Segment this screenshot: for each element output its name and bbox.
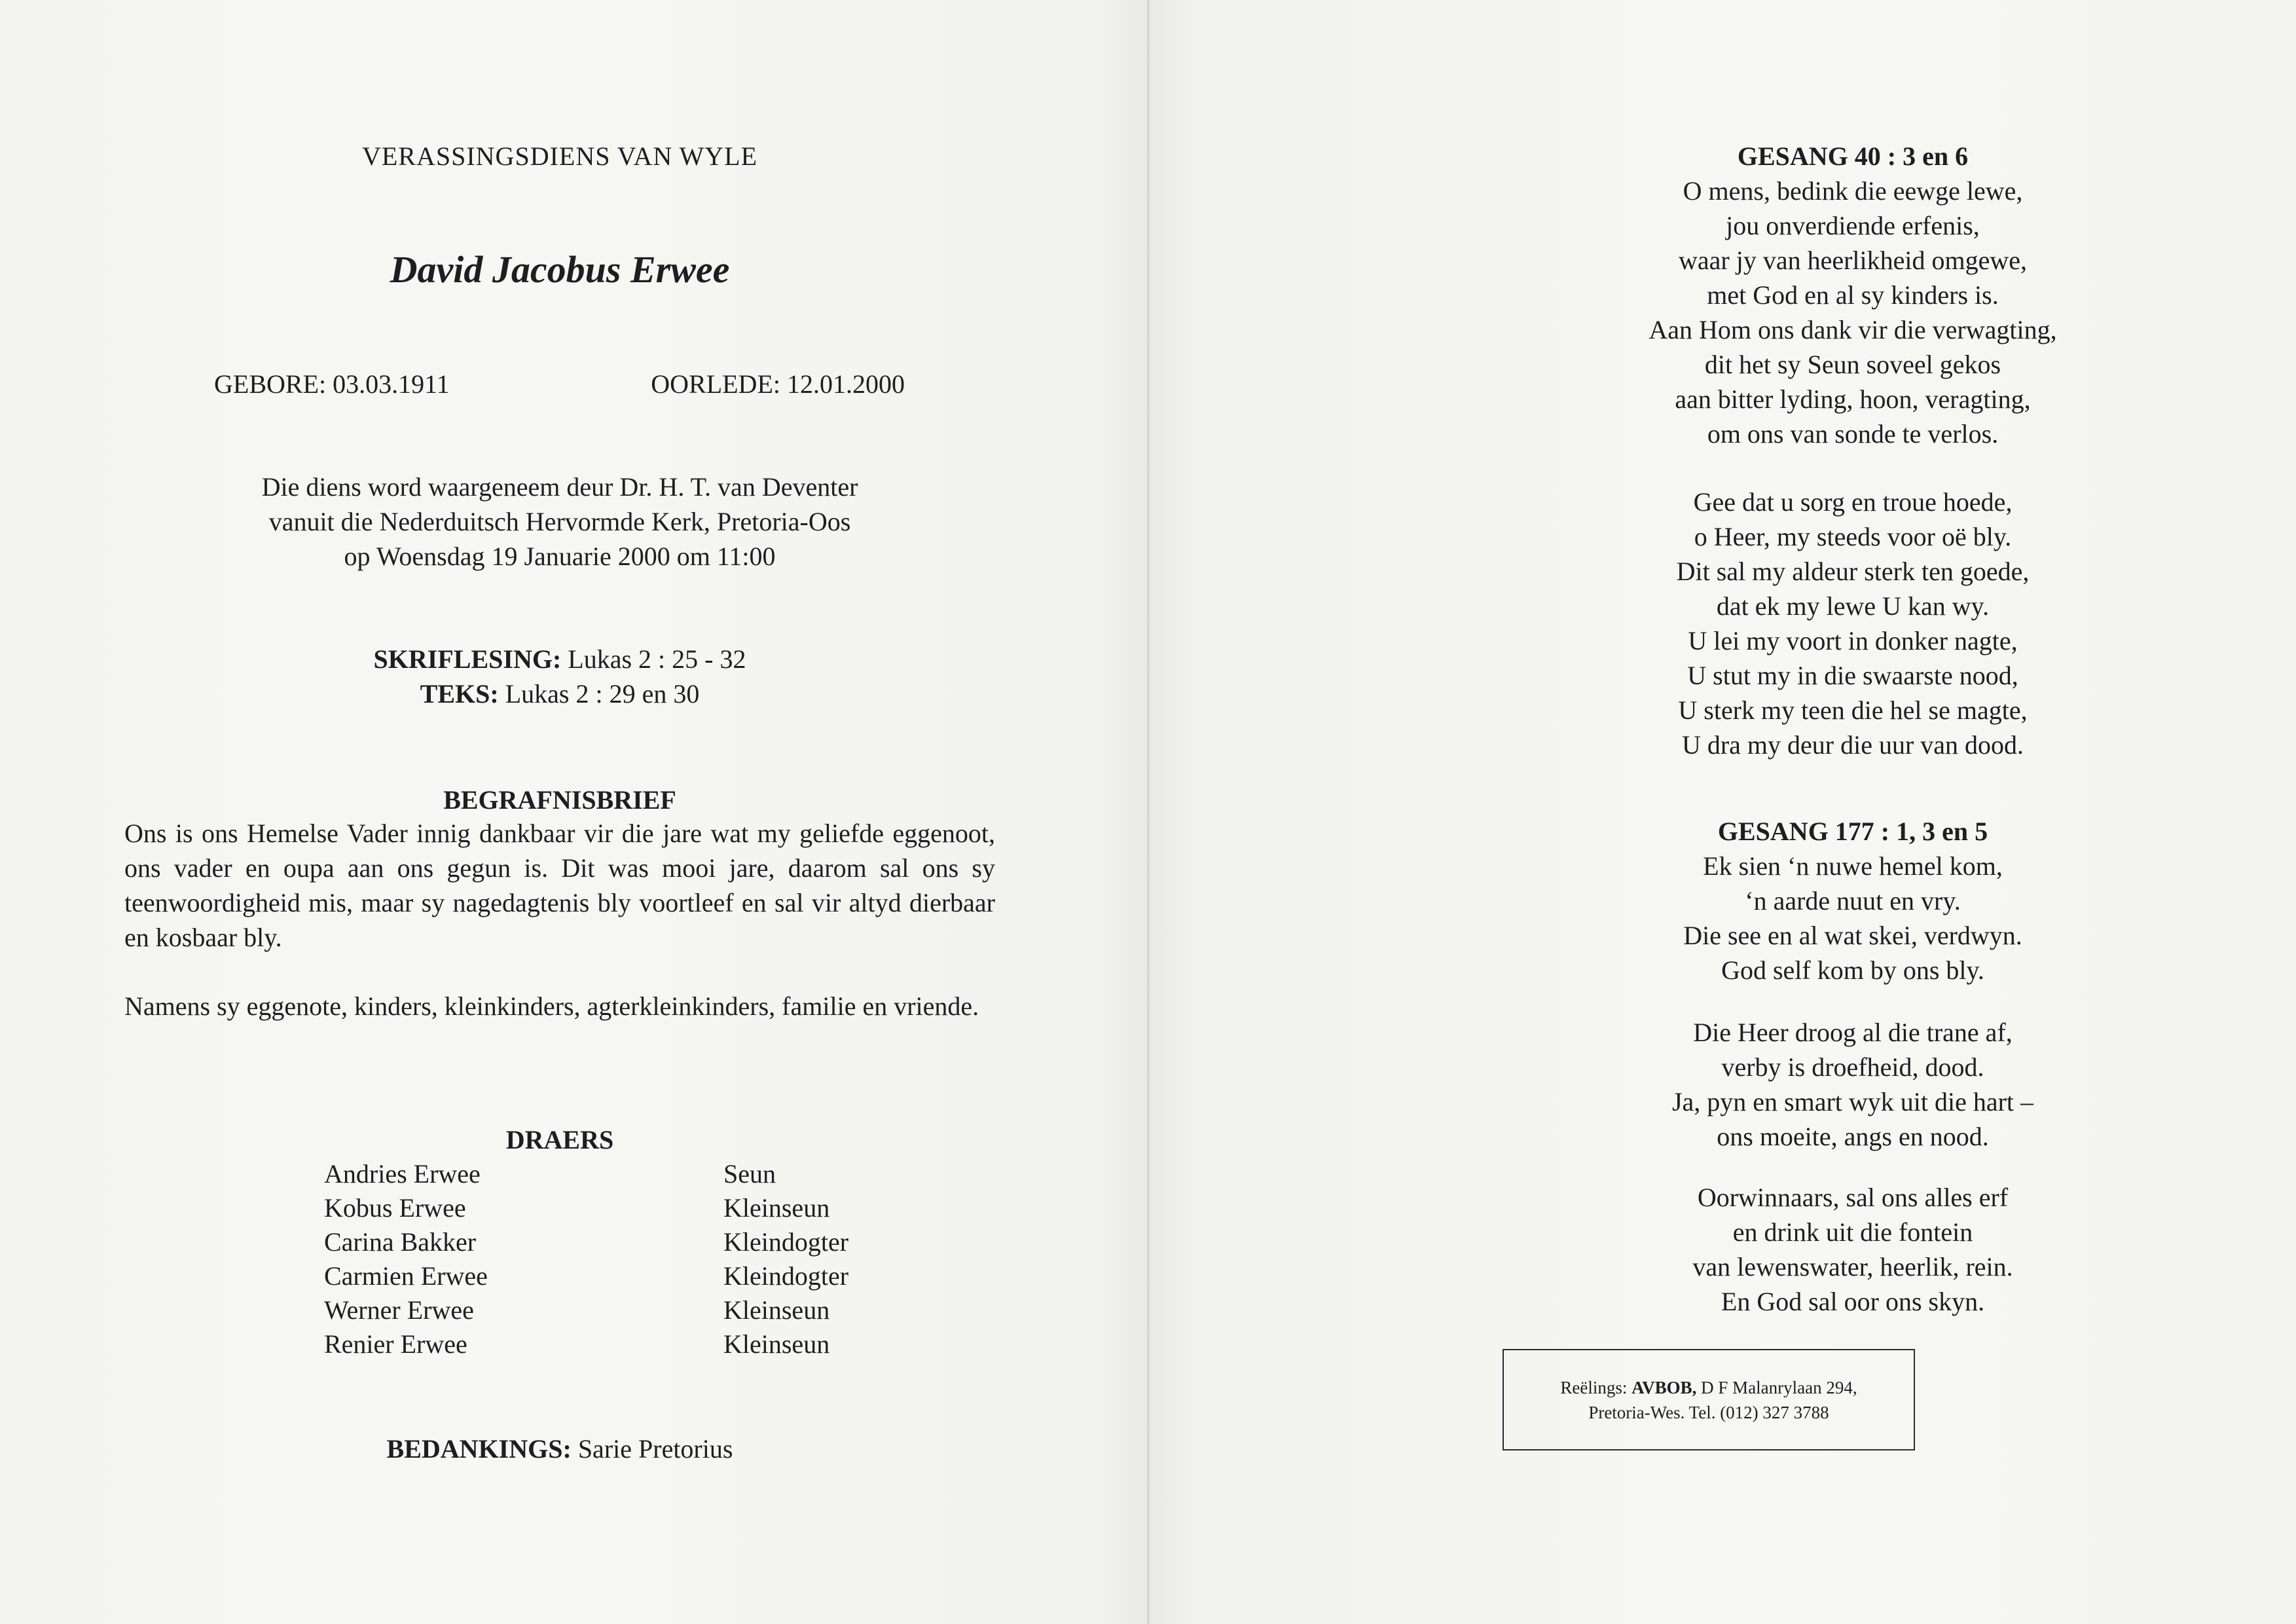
hymn-line: verby is droefheid, dood. <box>1721 1052 1984 1082</box>
hymn-line: U sterk my teen die hel se magte, <box>1678 695 2028 725</box>
hymn-line: U stut my in die swaarste nood, <box>1687 661 2018 690</box>
service-heading: VERASSINGSDIENS VAN WYLE <box>361 141 758 171</box>
hymn-line: met God en al sy kinders is. <box>1707 280 1999 310</box>
hymn-line: Ek sien ‘n nuwe hemel kom, <box>1703 851 2003 881</box>
bearer-name: Kobus Erwee <box>324 1193 466 1223</box>
text-value: Lukas 2 : 29 en 30 <box>505 679 700 709</box>
dates-row <box>214 367 905 401</box>
death-value: 12.01.2000 <box>787 369 905 399</box>
hymn-40-verse-2 <box>1440 485 2265 762</box>
hymn-line: Die see en al wat skei, verdwyn. <box>1683 921 2022 950</box>
bearers-title: DRAERS <box>505 1125 614 1154</box>
bearer-relation: Kleindogter <box>723 1227 849 1257</box>
bearer-relation: Seun <box>723 1159 776 1189</box>
hymn-177-title: GESANG 177 : 1, 3 en 5 <box>1717 817 1988 846</box>
hymn-177-verse-1 <box>1440 849 2265 987</box>
bearer-name: Carina Bakker <box>324 1227 477 1257</box>
arrangements-line-2: Pretoria-Wes. Tel. (012) 327 3788 <box>1588 1402 1829 1422</box>
thanks <box>124 1431 995 1466</box>
thanks-value: Sarie Pretorius <box>577 1434 733 1464</box>
bearer-name: Werner Erwee <box>324 1295 474 1325</box>
arrangements-label: Reëlings: <box>1560 1377 1628 1397</box>
hymn-line: ons moeite, angs en nood. <box>1717 1122 1989 1151</box>
arrangements-line-1 <box>1504 1375 1914 1400</box>
arrangements-address: D F Malanrylaan 294, <box>1701 1377 1857 1397</box>
hymn-line: dit het sy Seun soveel gekos <box>1704 350 2001 379</box>
hymn-line: om ons van sonde te verlos. <box>1707 419 1999 449</box>
hymn-line: Die Heer droog al die trane af, <box>1693 1018 2013 1047</box>
bearers-list <box>124 1157 995 1361</box>
service-line: Die diens word waargeneem deur Dr. H. T. van Deventer <box>261 472 858 502</box>
bearer-relation: Kleinseun <box>723 1295 830 1325</box>
hymn-line: Oorwinnaars, sal ons alles erf <box>1697 1183 2009 1212</box>
arrangements-company: AVBOB, <box>1631 1377 1697 1397</box>
funeral-arrangements-box <box>1503 1349 1915 1450</box>
deceased-name: David Jacobus Erwee <box>390 248 730 291</box>
family-paragraph: Namens sy eggenote, kinders, kleinkinders, agterkleinkinders, familie en vriende. <box>124 991 979 1021</box>
birth-label: GEBORE: <box>214 369 327 399</box>
birth-date <box>214 367 450 401</box>
hymn-line: En God sal oor ons skyn. <box>1721 1287 1985 1316</box>
hymn-line: God self kom by ons bly. <box>1721 955 1984 985</box>
hymn-177-verse-3 <box>1440 1180 2265 1319</box>
hymn-line: van lewenswater, heerlik, rein. <box>1692 1252 2013 1282</box>
hymn-line: waar jy van heerlikheid omgewe, <box>1678 246 2027 275</box>
letter-paragraph: Ons is ons Hemelse Vader innig dankbaar vir die jare wat my geliefde eggenoot, ons vader en oupa aan ons gegun is. Dit was mooi jare, daarom sal ons sy teenwoordigheid mis, maar sy nagedagtenis bly voortleef en sal vir altyd dierbaar en kosbaar bly. <box>124 819 995 952</box>
bearer-name: Carmien Erwee <box>324 1261 488 1291</box>
hymn-line: o Heer, my steeds voor oë bly. <box>1694 522 2012 551</box>
letter-title: BEGRAFNISBRIEF <box>443 785 676 815</box>
service-line: op Woensdag 19 Januarie 2000 om 11:00 <box>344 542 776 571</box>
death-date <box>651 367 905 401</box>
hymn-line: dat ek my lewe U kan wy. <box>1716 591 1990 621</box>
scripture-reading <box>124 642 995 676</box>
hymn-line: Ja, pyn en smart wyk uit die hart – <box>1671 1087 2034 1116</box>
death-label: OORLEDE: <box>651 369 780 399</box>
service-line: vanuit die Nederduitsch Hervormde Kerk, Pretoria-Oos <box>268 507 851 536</box>
hymn-177-verse-2 <box>1440 1015 2265 1154</box>
hymn-line: en drink uit die fontein <box>1732 1217 1973 1247</box>
center-fold <box>1147 0 1150 1624</box>
hymn-line: Gee dat u sorg en troue hoede, <box>1693 487 2013 517</box>
hymn-line: Dit sal my aldeur sterk ten goede, <box>1676 557 2030 586</box>
hymn-40-verse-1 <box>1440 174 2265 451</box>
bearer-relation: Kleinseun <box>723 1193 830 1223</box>
sermon-text <box>124 676 995 711</box>
hymn-line: ‘n aarde nuut en vry. <box>1745 886 1961 915</box>
bearer-name: Renier Erwee <box>324 1329 467 1359</box>
bearer-relation: Kleindogter <box>723 1261 849 1291</box>
scripture-value: Lukas 2 : 25 - 32 <box>568 644 746 674</box>
hymn-line: Aan Hom ons dank vir die verwagting, <box>1649 315 2057 344</box>
text-label: TEKS: <box>420 679 499 709</box>
thanks-label: BEDANKINGS: <box>386 1434 572 1464</box>
bearer-relation: Kleinseun <box>723 1329 830 1359</box>
hymn-40-title: GESANG 40 : 3 en 6 <box>1737 141 1969 171</box>
readings <box>124 642 995 711</box>
scripture-label: SKRIFLESING: <box>373 644 562 674</box>
service-details <box>124 470 995 574</box>
birth-value: 03.03.1911 <box>333 369 450 399</box>
bearer-name: Andries Erwee <box>324 1159 481 1189</box>
hymn-line: U dra my deur die uur van dood. <box>1681 730 2024 760</box>
hymn-line: O mens, bedink die eewge lewe, <box>1683 176 2023 206</box>
hymn-line: U lei my voort in donker nagte, <box>1688 626 2018 655</box>
hymn-line: aan bitter lyding, hoon, veragting, <box>1675 384 2031 414</box>
hymn-line: jou onverdiende erfenis, <box>1726 211 1980 240</box>
